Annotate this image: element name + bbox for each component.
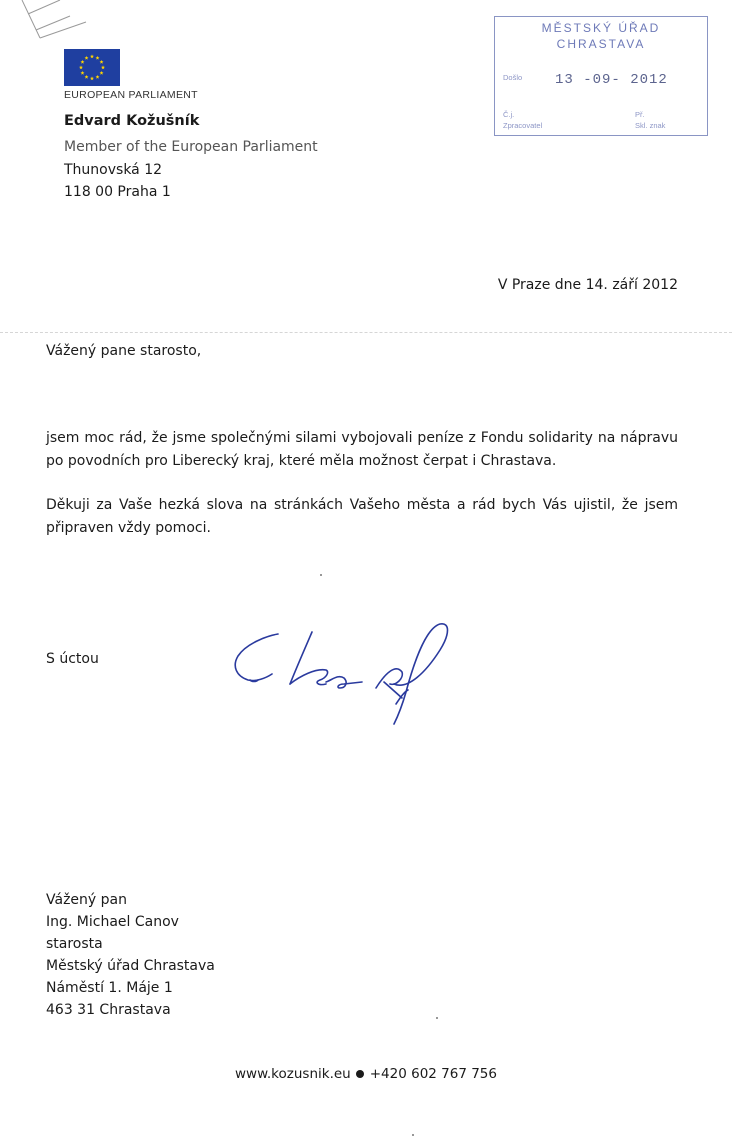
registry-stamp <box>494 16 708 136</box>
sender-role: Member of the European Parliament <box>64 139 318 155</box>
stamp-date: 13 -09- 2012 <box>555 72 668 88</box>
stamp-field-received: Došlo <box>503 73 523 82</box>
scan-speck <box>412 1134 414 1136</box>
logo-caption: EUROPEAN PARLIAMENT <box>64 89 198 101</box>
recipient-name: Ing. Michael Canov <box>46 914 179 930</box>
scan-speck <box>436 1017 438 1019</box>
stamp-field-attachments: Př. <box>635 110 645 119</box>
letter-paragraph-1: jsem moc rád, že jsme společnými silami vybojovali peníze z Fondu solidarity na nápravu po povodních pro Liberecký kraj, které měla možnost čerpat i Chrastava. <box>46 430 678 469</box>
stamp-field-mark: Skl. znak <box>635 121 666 130</box>
handwritten-signature <box>226 612 466 730</box>
sender-name: Edvard Kožušník <box>64 113 200 129</box>
letter-date: V Praze dne 14. září 2012 <box>497 277 678 293</box>
stamp-field-ref: Č.j. <box>503 110 515 119</box>
letter-paragraph-2: Děkuji za Vaše hezká slova na stránkách Vašeho města a rád bych Vás ujistil, že jsem připraven vždy pomoci. <box>46 497 678 536</box>
recipient-city: 463 31 Chrastava <box>46 1002 171 1018</box>
footer-phone: +420 602 767 756 <box>369 1066 497 1082</box>
scan-artifact-lines <box>0 0 90 50</box>
stamp-field-processor: Zpracovatel <box>503 121 543 130</box>
sender-street: Thunovská 12 <box>64 162 163 178</box>
recipient-salutation: Vážený pan <box>46 892 127 908</box>
bullet-icon <box>356 1070 364 1078</box>
fold-line <box>0 332 732 333</box>
scan-speck <box>320 574 322 576</box>
recipient-office: Městský úřad Chrastava <box>46 958 215 974</box>
stamp-town: CHRASTAVA <box>556 37 646 51</box>
closing: S úctou <box>46 651 99 667</box>
sender-city: 118 00 Praha 1 <box>64 184 171 200</box>
footer-website: www.kozusnik.eu <box>235 1066 351 1082</box>
european-parliament-logo <box>64 49 120 86</box>
footer-contact <box>0 1066 732 1082</box>
salutation: Vážený pane starosto, <box>46 343 202 359</box>
recipient-street: Náměstí 1. Máje 1 <box>46 980 173 996</box>
stamp-office: MĚSTSKÝ ÚŘAD <box>541 21 661 35</box>
recipient-title: starosta <box>46 936 103 952</box>
